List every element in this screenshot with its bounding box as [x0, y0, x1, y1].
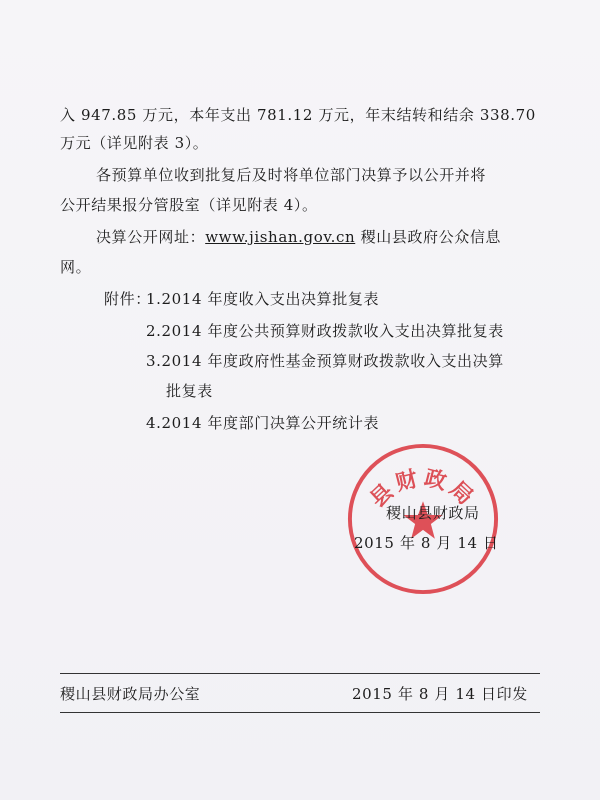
signature-date: 2015 年 8 月 14 日 — [354, 534, 499, 552]
attachment-item-3-cont: 批复表 — [166, 382, 213, 400]
footer-rule-bottom — [60, 712, 540, 713]
body-line-1: 入 947.85 万元，本年支出 781.12 万元，年末结转和结余 338.70 — [60, 106, 536, 124]
attachment-item-2: 2.2014 年度公共预算财政拨款收入支出决算批复表 — [146, 322, 504, 340]
paragraph-2-line-2: 公开结果报分管股室（详见附表 4）。 — [60, 196, 318, 214]
attachment-item-1: 1.2014 年度收入支出决算批复表 — [146, 290, 380, 308]
website-line — [96, 228, 501, 246]
attachment-item-3: 3.2014 年度政府性基金预算财政拨款收入支出决算 — [146, 352, 504, 370]
footer-office: 稷山县财政局办公室 — [60, 685, 201, 703]
footer-issued: 2015 年 8 月 14 日印发 — [352, 685, 528, 703]
website-line-2: 网。 — [60, 258, 92, 276]
website-suffix: 稷山县政府公众信息 — [360, 228, 502, 246]
website-label: 决算公开网址： — [96, 228, 206, 246]
website-link[interactable]: www.jishan.gov.cn — [205, 228, 356, 246]
paragraph-2-line-1: 各预算单位收到批复后及时将单位部门决算予以公开并将 — [96, 166, 487, 184]
signature-org: 稷山县财政局 — [386, 504, 480, 522]
seal-text: 县财政局 — [365, 465, 481, 513]
attachment-item-4: 4.2014 年度部门决算公开统计表 — [146, 414, 380, 432]
attachments-label: 附件： — [104, 290, 151, 308]
footer-rule-top — [60, 673, 540, 674]
body-line-2: 万元（详见附表 3）。 — [60, 134, 209, 152]
